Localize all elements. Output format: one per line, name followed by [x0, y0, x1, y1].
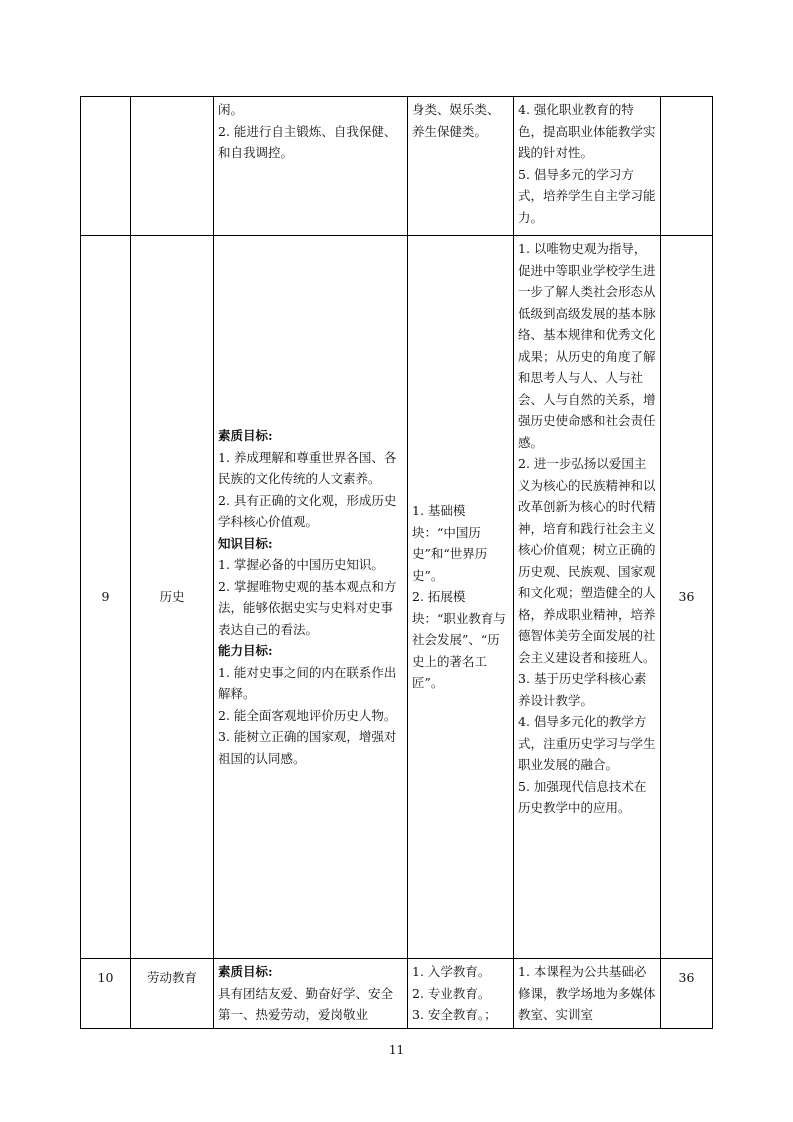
objective-line: 3. 能树立正确的国家观，增强对祖国的认同感。 — [218, 729, 397, 766]
cell-objectives — [214, 97, 408, 236]
cell-requirements — [514, 236, 661, 959]
requirement-line: 3. 基于历史学科核心素养设计教学。 — [518, 671, 647, 708]
cell-course-name: 历史 — [131, 236, 214, 959]
page-number: 11 — [388, 1043, 405, 1057]
cell-hours: 36 — [661, 959, 713, 1029]
objective-line: 具有团结友爱、勤奋好学、安全第一、热爱劳动，爱岗敬业 — [218, 985, 394, 1022]
course-table — [80, 96, 713, 1029]
objective-line: 1. 掌握必备的中国历史知识。 — [218, 557, 384, 572]
cell-no: 9 — [81, 236, 131, 959]
cell-no: 10 — [81, 959, 131, 1029]
cell-requirements — [514, 959, 661, 1029]
cell-content — [408, 97, 514, 236]
content-line: 3. 安全教育。； — [412, 1007, 497, 1022]
requirement-line: 4. 强化职业教育的特色，提高职业体能教学实践的针对性。 — [518, 102, 656, 160]
requirement-line: 1. 以唯物史观为指导，促进中等职业学校学生进一步了解人类社会形态从低级到高级发展的基本脉络、基本规律和优秀文化成果；从历史的角度了解和思考人与人、人与社会、人与自然的关系，增强历史使命感和社会责任感。 — [518, 241, 656, 450]
table-row-history — [81, 236, 713, 959]
cell-objectives — [214, 959, 408, 1029]
cell-content — [408, 959, 514, 1029]
cell-hours — [661, 97, 713, 236]
quality-goal-heading: 素质目标: — [218, 428, 273, 443]
objective-line: 2. 能全面客观地评价历史人物。 — [218, 707, 397, 723]
knowledge-goal-heading: 知识目标: — [218, 535, 273, 551]
cell-content — [408, 236, 514, 959]
cell-course-name: 劳动教育 — [131, 959, 214, 1029]
content-line: 1. 基础模块：“中国历史”和“世界历史”。 — [412, 503, 488, 583]
cell-no — [81, 97, 131, 236]
objective-line: 闲。 — [218, 102, 244, 117]
objective-line: 2. 具有正确的文化观，形成历史学科核心价值观。 — [218, 492, 397, 529]
objective-line: 2. 掌握唯物史观的基本观点和方法，能够依据史实与史料对史事表达自己的看法。 — [218, 578, 397, 637]
requirement-line: 1. 本课程为公共基础必修课，教学场地为多媒体教室、实训室 — [518, 964, 656, 1022]
objective-line: 1. 能对史事之间的内在联系作出解释。 — [218, 664, 397, 701]
cell-objectives — [214, 236, 408, 959]
requirement-line: 4. 倡导多元化的教学方式，注重历史学习与学生职业发展的融合。 — [518, 714, 656, 772]
content-line: 1. 入学教育。 — [412, 964, 491, 979]
ability-goal-heading: 能力目标: — [218, 643, 273, 658]
table-row-labor-education — [81, 959, 713, 1029]
requirement-line: 5. 倡导多元的学习方式，培养学生自主学习能力。 — [518, 166, 656, 225]
cell-hours: 36 — [661, 236, 713, 959]
requirement-line: 5. 加强现代信息技术在历史教学中的应用。 — [518, 778, 647, 815]
cell-requirements — [514, 97, 661, 236]
quality-goal-heading: 素质目标: — [218, 964, 273, 979]
cell-course-name — [131, 97, 214, 236]
objective-line: 2. 能进行自主锻炼、自我保健、和自我调控。 — [218, 123, 397, 160]
content-line: 身类、娱乐类、养生保健类。 — [412, 102, 500, 139]
table-row-continued — [81, 97, 713, 236]
requirement-line: 2. 进一步弘扬以爱国主义为核心的民族精神和以改革创新为核心的时代精神，培育和践行社会主义核心价值观；树立正确的历史观、民族观、国家观和文化观；塑造健全的人格，养成职业精神，培养德智体美劳全面发展的社会主义建设者和接班人。 — [518, 456, 656, 665]
content-line: 2. 专业教育。 — [412, 985, 491, 1001]
content-line: 2. 拓展模块：“职业教育与社会发展”、“历史上的著名工匠”。 — [412, 589, 506, 691]
objective-line: 1. 养成理解和尊重世界各国、各民族的文化传统的人文素养。 — [218, 449, 397, 486]
